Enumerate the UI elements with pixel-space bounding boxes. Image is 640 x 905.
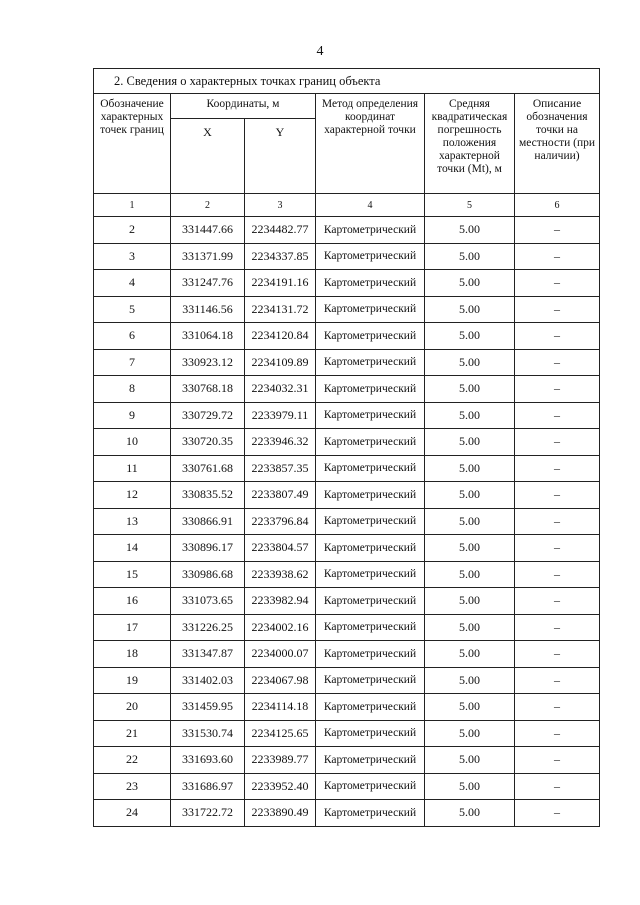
x-coordinate-cell: 330923.12 — [171, 349, 245, 376]
description-cell: – — [515, 667, 600, 694]
y-coordinate-cell: 2233890.49 — [245, 800, 316, 827]
point-cell: 17 — [94, 614, 171, 641]
description-cell: – — [515, 588, 600, 615]
description-cell: – — [515, 561, 600, 588]
point-cell: 22 — [94, 747, 171, 774]
page-number: 4 — [316, 44, 324, 59]
table-row — [94, 455, 600, 482]
accuracy-cell: 5.00 — [425, 349, 515, 376]
x-coordinate-cell: 330768.18 — [171, 376, 245, 403]
point-cell: 15 — [94, 561, 171, 588]
method-cell: Картометрический — [316, 455, 425, 482]
accuracy-cell: 5.00 — [425, 720, 515, 747]
header-coordinates: Координаты, м — [171, 94, 316, 119]
description-cell: – — [515, 508, 600, 535]
table-row — [94, 614, 600, 641]
table-row — [94, 720, 600, 747]
point-cell: 9 — [94, 402, 171, 429]
description-cell: – — [515, 535, 600, 562]
description-cell: – — [515, 455, 600, 482]
description-cell: – — [515, 376, 600, 403]
table-row — [94, 773, 600, 800]
y-coordinate-cell: 2233946.32 — [245, 429, 316, 456]
method-cell: Картометрический — [316, 482, 425, 509]
y-coordinate-cell: 2233804.57 — [245, 535, 316, 562]
accuracy-cell: 5.00 — [425, 773, 515, 800]
point-cell: 12 — [94, 482, 171, 509]
method-cell: Картометрический — [316, 588, 425, 615]
method-cell: Картометрический — [316, 641, 425, 668]
accuracy-cell: 5.00 — [425, 747, 515, 774]
description-cell: – — [515, 349, 600, 376]
y-coordinate-cell: 2234002.16 — [245, 614, 316, 641]
table-row — [94, 270, 600, 297]
method-cell: Картометрический — [316, 270, 425, 297]
y-coordinate-cell: 2234114.18 — [245, 694, 316, 721]
y-coordinate-cell: 2233979.11 — [245, 402, 316, 429]
x-coordinate-cell: 331064.18 — [171, 323, 245, 350]
point-cell: 2 — [94, 217, 171, 244]
accuracy-cell: 5.00 — [425, 667, 515, 694]
column-number: 4 — [316, 194, 425, 217]
description-cell: – — [515, 773, 600, 800]
x-coordinate-cell: 330729.72 — [171, 402, 245, 429]
column-number: 1 — [94, 194, 171, 217]
description-cell: – — [515, 694, 600, 721]
x-coordinate-cell: 331146.56 — [171, 296, 245, 323]
column-number: 6 — [515, 194, 600, 217]
header-point-designation: Обозначение характерных точек границ — [94, 94, 171, 194]
table-row — [94, 296, 600, 323]
x-coordinate-cell: 331226.25 — [171, 614, 245, 641]
column-numbers-row — [94, 194, 600, 217]
y-coordinate-cell: 2234000.07 — [245, 641, 316, 668]
method-cell: Картометрический — [316, 376, 425, 403]
x-coordinate-cell: 331402.03 — [171, 667, 245, 694]
accuracy-cell: 5.00 — [425, 296, 515, 323]
table-row — [94, 588, 600, 615]
accuracy-cell: 5.00 — [425, 270, 515, 297]
x-coordinate-cell: 331073.65 — [171, 588, 245, 615]
y-coordinate-cell: 2234482.77 — [245, 217, 316, 244]
table-row — [94, 800, 600, 827]
y-coordinate-cell: 2233982.94 — [245, 588, 316, 615]
point-cell: 6 — [94, 323, 171, 350]
accuracy-cell: 5.00 — [425, 588, 515, 615]
description-cell: – — [515, 800, 600, 827]
y-coordinate-cell: 2233989.77 — [245, 747, 316, 774]
accuracy-cell: 5.00 — [425, 482, 515, 509]
column-number: 2 — [171, 194, 245, 217]
accuracy-cell: 5.00 — [425, 376, 515, 403]
accuracy-cell: 5.00 — [425, 402, 515, 429]
method-cell: Картометрический — [316, 667, 425, 694]
description-cell: – — [515, 614, 600, 641]
method-cell: Картометрический — [316, 243, 425, 270]
y-coordinate-cell: 2233807.49 — [245, 482, 316, 509]
accuracy-cell: 5.00 — [425, 243, 515, 270]
method-cell: Картометрический — [316, 747, 425, 774]
table-body — [94, 217, 600, 827]
point-cell: 23 — [94, 773, 171, 800]
x-coordinate-cell: 330866.91 — [171, 508, 245, 535]
header-x: X — [171, 119, 245, 194]
x-coordinate-cell: 330896.17 — [171, 535, 245, 562]
description-cell: – — [515, 402, 600, 429]
x-coordinate-cell: 331459.95 — [171, 694, 245, 721]
point-cell: 24 — [94, 800, 171, 827]
table-row — [94, 535, 600, 562]
y-coordinate-cell: 2234032.31 — [245, 376, 316, 403]
table-row — [94, 667, 600, 694]
description-cell: – — [515, 296, 600, 323]
x-coordinate-cell: 331693.60 — [171, 747, 245, 774]
table-row — [94, 508, 600, 535]
accuracy-cell: 5.00 — [425, 455, 515, 482]
method-cell: Картометрический — [316, 614, 425, 641]
description-cell: – — [515, 323, 600, 350]
accuracy-cell: 5.00 — [425, 561, 515, 588]
column-number: 5 — [425, 194, 515, 217]
header-description: Описание обозначения точки на местности (при наличии) — [515, 94, 600, 194]
table-row — [94, 323, 600, 350]
table-row — [94, 376, 600, 403]
table-row — [94, 561, 600, 588]
method-cell: Картометрический — [316, 773, 425, 800]
x-coordinate-cell: 331530.74 — [171, 720, 245, 747]
accuracy-cell: 5.00 — [425, 614, 515, 641]
table-row — [94, 694, 600, 721]
table-row — [94, 402, 600, 429]
point-cell: 18 — [94, 641, 171, 668]
y-coordinate-cell: 2234125.65 — [245, 720, 316, 747]
x-coordinate-cell: 331722.72 — [171, 800, 245, 827]
point-cell: 5 — [94, 296, 171, 323]
point-cell: 13 — [94, 508, 171, 535]
description-cell: – — [515, 217, 600, 244]
boundary-points-table-container — [93, 68, 599, 827]
table-row — [94, 482, 600, 509]
accuracy-cell: 5.00 — [425, 800, 515, 827]
x-coordinate-cell: 330835.52 — [171, 482, 245, 509]
description-cell: – — [515, 270, 600, 297]
description-cell: – — [515, 429, 600, 456]
description-cell: – — [515, 641, 600, 668]
x-coordinate-cell: 331447.66 — [171, 217, 245, 244]
header-y: Y — [245, 119, 316, 194]
method-cell: Картометрический — [316, 323, 425, 350]
table-row — [94, 641, 600, 668]
point-cell: 10 — [94, 429, 171, 456]
table-row — [94, 349, 600, 376]
x-coordinate-cell: 330720.35 — [171, 429, 245, 456]
description-cell: – — [515, 720, 600, 747]
method-cell: Картометрический — [316, 296, 425, 323]
y-coordinate-cell: 2234120.84 — [245, 323, 316, 350]
description-cell: – — [515, 243, 600, 270]
boundary-points-table — [93, 68, 600, 827]
y-coordinate-cell: 2234067.98 — [245, 667, 316, 694]
x-coordinate-cell: 330761.68 — [171, 455, 245, 482]
method-cell: Картометрический — [316, 694, 425, 721]
method-cell: Картометрический — [316, 217, 425, 244]
x-coordinate-cell: 331371.99 — [171, 243, 245, 270]
point-cell: 3 — [94, 243, 171, 270]
y-coordinate-cell: 2233857.35 — [245, 455, 316, 482]
table-row — [94, 217, 600, 244]
point-cell: 16 — [94, 588, 171, 615]
accuracy-cell: 5.00 — [425, 508, 515, 535]
accuracy-cell: 5.00 — [425, 429, 515, 456]
method-cell: Картометрический — [316, 429, 425, 456]
x-coordinate-cell: 331247.76 — [171, 270, 245, 297]
accuracy-cell: 5.00 — [425, 641, 515, 668]
y-coordinate-cell: 2233938.62 — [245, 561, 316, 588]
description-cell: – — [515, 747, 600, 774]
header-method: Метод определения координат характерной точки — [316, 94, 425, 194]
y-coordinate-cell: 2233796.84 — [245, 508, 316, 535]
method-cell: Картометрический — [316, 800, 425, 827]
method-cell: Картометрический — [316, 561, 425, 588]
point-cell: 19 — [94, 667, 171, 694]
y-coordinate-cell: 2234191.16 — [245, 270, 316, 297]
description-cell: – — [515, 482, 600, 509]
accuracy-cell: 5.00 — [425, 535, 515, 562]
accuracy-cell: 5.00 — [425, 217, 515, 244]
table-row — [94, 429, 600, 456]
point-cell: 20 — [94, 694, 171, 721]
section-title: 2. Сведения о характерных точках границ объекта — [94, 69, 600, 94]
method-cell: Картометрический — [316, 508, 425, 535]
point-cell: 4 — [94, 270, 171, 297]
y-coordinate-cell: 2234131.72 — [245, 296, 316, 323]
point-cell: 11 — [94, 455, 171, 482]
y-coordinate-cell: 2234337.85 — [245, 243, 316, 270]
point-cell: 14 — [94, 535, 171, 562]
y-coordinate-cell: 2234109.89 — [245, 349, 316, 376]
method-cell: Картометрический — [316, 402, 425, 429]
point-cell: 8 — [94, 376, 171, 403]
y-coordinate-cell: 2233952.40 — [245, 773, 316, 800]
method-cell: Картометрический — [316, 349, 425, 376]
method-cell: Картометрический — [316, 720, 425, 747]
column-number: 3 — [245, 194, 316, 217]
point-cell: 7 — [94, 349, 171, 376]
accuracy-cell: 5.00 — [425, 694, 515, 721]
method-cell: Картометрический — [316, 535, 425, 562]
x-coordinate-cell: 330986.68 — [171, 561, 245, 588]
header-accuracy: Средняя квадратическая погрешность положения характерной точки (Mt), м — [425, 94, 515, 194]
x-coordinate-cell: 331347.87 — [171, 641, 245, 668]
x-coordinate-cell: 331686.97 — [171, 773, 245, 800]
table-row — [94, 747, 600, 774]
table-row — [94, 243, 600, 270]
accuracy-cell: 5.00 — [425, 323, 515, 350]
point-cell: 21 — [94, 720, 171, 747]
